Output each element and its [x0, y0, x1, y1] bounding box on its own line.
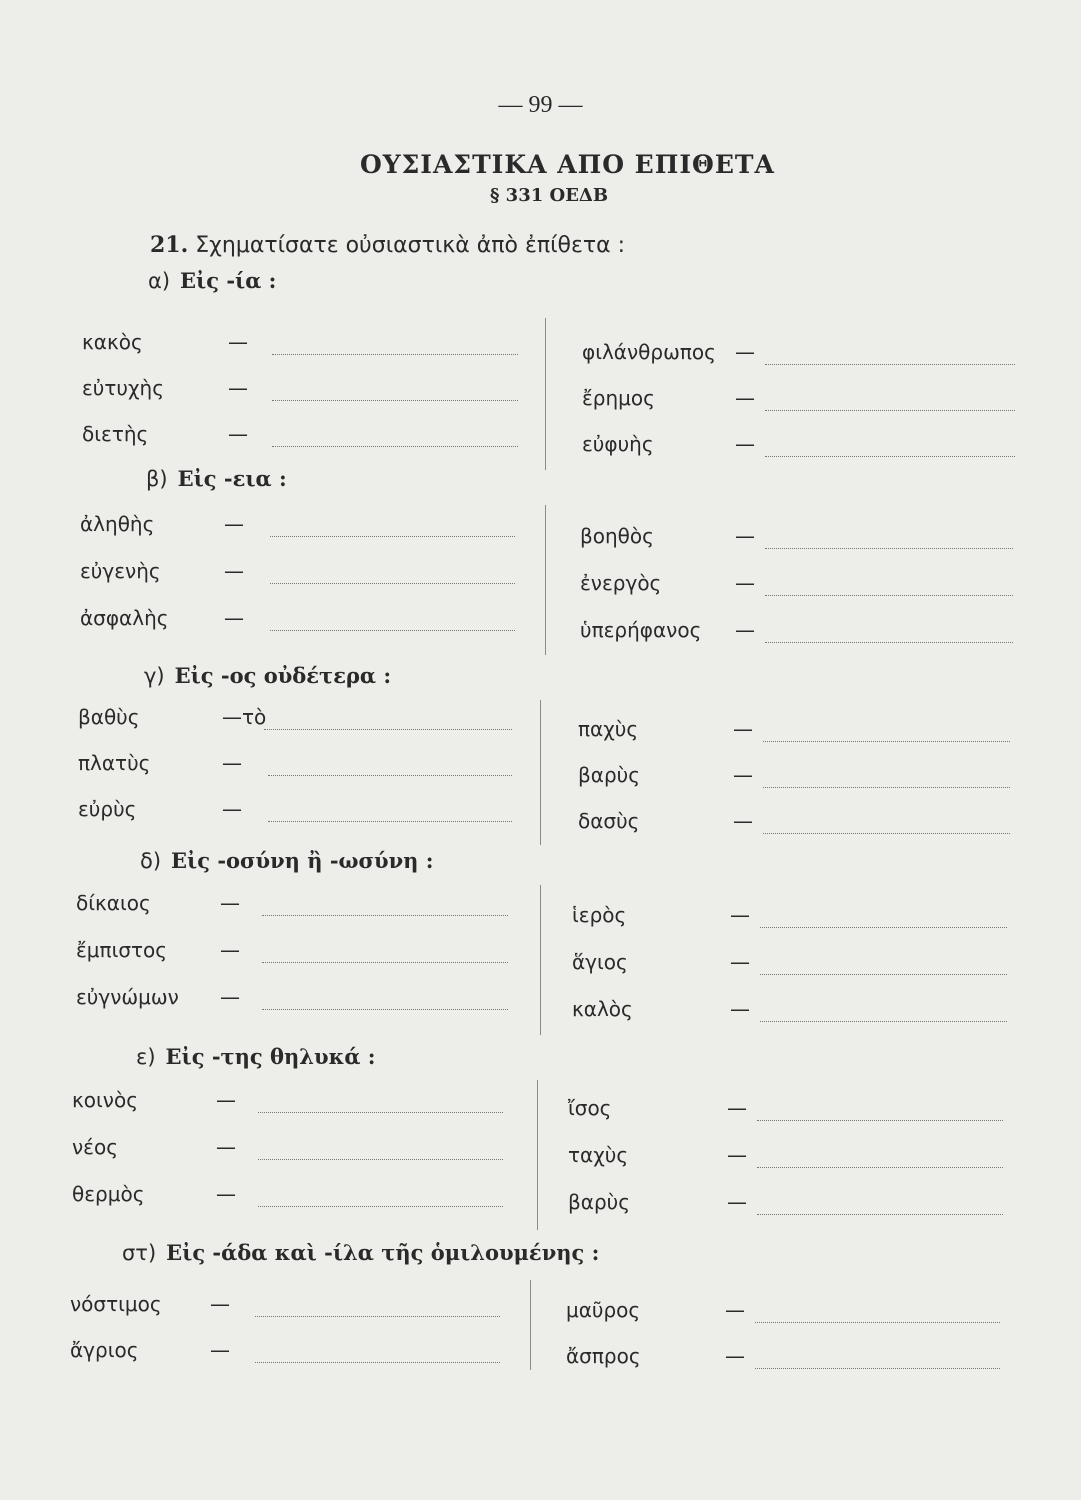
section-label: δ) [140, 849, 162, 873]
adjective-word: ἐνεργὸς [580, 571, 662, 595]
adjective-word: ἀληθὴς [80, 512, 155, 536]
adjective-word: ἔμπιστος [76, 938, 168, 962]
exercise-instruction [150, 232, 625, 258]
dash-mark: — [735, 571, 755, 595]
dash-mark: — [216, 1135, 236, 1159]
adjective-word: παχὺς [578, 717, 639, 741]
dash-mark: — [725, 1344, 745, 1368]
answer-blank[interactable] [760, 927, 1007, 928]
section-heading [148, 268, 276, 293]
dash-mark: — [224, 512, 244, 536]
adjective-word: εὐγνώμων [76, 985, 179, 1009]
section-heading [140, 848, 434, 873]
dash-mark: — [222, 797, 242, 821]
dash-mark: — [210, 1292, 230, 1316]
dash-mark: — [222, 751, 242, 775]
adjective-word: φιλάνθρωπος [582, 340, 716, 364]
exercise-number: 21. [150, 232, 189, 258]
dash-mark: — [727, 1143, 747, 1167]
answer-blank[interactable] [262, 962, 508, 963]
page-number: — 99 — [498, 92, 583, 118]
dash-mark: — [735, 524, 755, 548]
column-divider [537, 1080, 538, 1230]
adjective-word: ἄγριος [70, 1338, 139, 1362]
dash-mark: — [733, 809, 753, 833]
answer-blank[interactable] [765, 548, 1013, 549]
answer-blank[interactable] [270, 630, 515, 631]
adjective-word: βαρὺς [578, 763, 640, 787]
adjective-word: διετὴς [82, 422, 149, 446]
answer-blank[interactable] [272, 400, 518, 401]
adjective-word: ἔρημος [582, 386, 655, 410]
page-title: ΟΥΣΙΑΣΤΙΚΑ ΑΠΟ ΕΠΙΘΕΤΑ [360, 150, 775, 179]
dash-mark: — [220, 891, 240, 915]
section-suffix: Εἰς -της θηλυκά : [165, 1044, 376, 1069]
adjective-word: ταχὺς [568, 1143, 629, 1167]
adjective-word: βαθὺς [78, 705, 140, 729]
section-suffix: Εἰς -εια : [177, 466, 287, 491]
adjective-word: δασὺς [578, 809, 640, 833]
adjective-word: νόστιμος [70, 1292, 162, 1316]
dash-mark: — [733, 763, 753, 787]
dash-mark: — [735, 386, 755, 410]
answer-blank[interactable] [765, 642, 1013, 643]
column-divider [545, 505, 546, 655]
dash-mark: — [730, 997, 750, 1021]
answer-blank[interactable] [255, 1316, 500, 1317]
dash-mark: — [735, 432, 755, 456]
answer-blank[interactable] [757, 1120, 1003, 1121]
answer-blank[interactable] [268, 821, 512, 822]
dash-mark: — [735, 340, 755, 364]
answer-blank[interactable] [755, 1368, 1000, 1369]
adjective-word: εὐφυὴς [582, 432, 654, 456]
adjective-word: ἱερὸς [572, 903, 627, 927]
answer-blank[interactable] [258, 1159, 503, 1160]
column-divider [540, 885, 541, 1035]
answer-blank[interactable] [270, 536, 515, 537]
answer-blank[interactable] [264, 729, 512, 730]
adjective-word: βαρὺς [568, 1190, 630, 1214]
section-heading [146, 466, 287, 491]
answer-blank[interactable] [757, 1214, 1003, 1215]
adjective-word: βοηθὸς [580, 524, 654, 548]
answer-blank[interactable] [272, 446, 518, 447]
dash-mark: — [228, 330, 248, 354]
section-label: γ) [144, 664, 165, 688]
answer-blank[interactable] [268, 775, 512, 776]
adjective-word: ἴσος [568, 1096, 612, 1120]
dash-mark: — [730, 903, 750, 927]
answer-blank[interactable] [270, 583, 515, 584]
adjective-word: θερμὸς [72, 1182, 145, 1206]
adjective-word: κακὸς [82, 330, 143, 354]
dash-mark: — [216, 1088, 236, 1112]
answer-blank[interactable] [763, 833, 1010, 834]
answer-blank[interactable] [255, 1362, 500, 1363]
section-heading [144, 663, 391, 688]
dash-mark: — [224, 606, 244, 630]
answer-blank[interactable] [258, 1206, 503, 1207]
adjective-word: δίκαιος [76, 891, 151, 915]
column-divider [540, 700, 541, 845]
section-label: β) [146, 467, 168, 491]
dash-mark: — [216, 1182, 236, 1206]
article-prefix: —τὸ [222, 705, 267, 729]
adjective-word: ἄσπρος [566, 1344, 641, 1368]
dash-mark: — [735, 618, 755, 642]
answer-blank[interactable] [755, 1322, 1000, 1323]
column-divider [530, 1280, 531, 1370]
adjective-word: καλὸς [572, 997, 633, 1021]
dash-mark: — [727, 1190, 747, 1214]
answer-blank[interactable] [763, 787, 1010, 788]
dash-mark: — [210, 1338, 230, 1362]
dash-mark: — [228, 422, 248, 446]
section-label: α) [148, 269, 171, 293]
adjective-word: νέος [72, 1135, 118, 1159]
section-heading [136, 1044, 376, 1069]
answer-blank[interactable] [765, 364, 1015, 365]
section-label: στ) [122, 1241, 157, 1265]
answer-blank[interactable] [262, 915, 508, 916]
adjective-word: πλατὺς [78, 751, 151, 775]
dash-mark: — [733, 717, 753, 741]
answer-blank[interactable] [760, 1021, 1007, 1022]
dash-mark: — [725, 1298, 745, 1322]
answer-blank[interactable] [763, 741, 1010, 742]
section-suffix: Εἰς -άδα καὶ -ίλα τῆς ὁμιλουμένης : [166, 1240, 600, 1265]
answer-blank[interactable] [765, 456, 1015, 457]
dash-mark: — [224, 559, 244, 583]
exercise-text: Σχηματίσατε οὐσιαστικὰ ἀπὸ ἐπίθετα : [195, 233, 626, 258]
adjective-word: εὐρὺς [78, 797, 137, 821]
section-heading [122, 1240, 599, 1265]
column-divider [545, 318, 546, 470]
section-label: ε) [136, 1045, 156, 1069]
answer-blank[interactable] [258, 1112, 503, 1113]
answer-blank[interactable] [760, 974, 1007, 975]
answer-blank[interactable] [272, 354, 518, 355]
section-suffix: Εἰς -ία : [180, 268, 277, 293]
answer-blank[interactable] [765, 595, 1013, 596]
section-reference: § 331 ΟΕΔΒ [490, 185, 609, 206]
adjective-word: εὐτυχὴς [82, 376, 164, 400]
dash-mark: — [220, 985, 240, 1009]
adjective-word: κοινὸς [72, 1088, 138, 1112]
dash-mark: — [220, 938, 240, 962]
answer-blank[interactable] [765, 410, 1015, 411]
dash-mark: — [228, 376, 248, 400]
dash-mark: — [727, 1096, 747, 1120]
section-suffix: Εἰς -οσύνη ἢ -ωσύνη : [171, 848, 434, 873]
adjective-word: ἀσφαλὴς [80, 606, 169, 630]
answer-blank[interactable] [262, 1009, 508, 1010]
section-suffix: Εἰς -ος οὐδέτερα : [174, 663, 392, 688]
adjective-word: εὐγενὴς [80, 559, 161, 583]
adjective-word: ὑπερήφανος [580, 618, 702, 642]
adjective-word: ἅγιος [572, 950, 628, 974]
dash-mark: — [730, 950, 750, 974]
answer-blank[interactable] [757, 1167, 1003, 1168]
adjective-word: μαῦρος [566, 1298, 641, 1322]
